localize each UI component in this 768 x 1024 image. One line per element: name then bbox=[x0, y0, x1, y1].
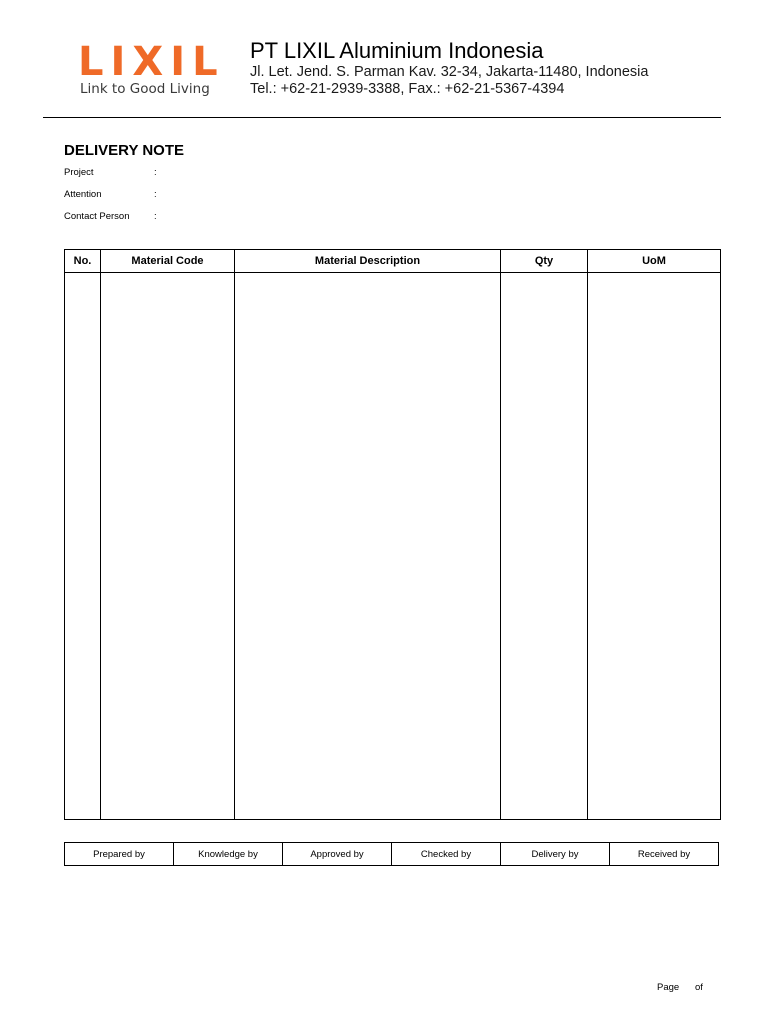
company-address: Jl. Let. Jend. S. Parman Kav. 32-34, Jakarta-11480, Indonesia bbox=[250, 64, 649, 80]
of-label: of bbox=[695, 982, 703, 993]
page-number-footer bbox=[657, 982, 703, 994]
logo-tagline: Link to Good Living bbox=[80, 81, 210, 97]
info-row-attention bbox=[64, 189, 157, 201]
info-separator: : bbox=[154, 167, 157, 178]
header-divider bbox=[43, 117, 721, 118]
info-row-contact-person bbox=[64, 211, 157, 223]
cell-uom bbox=[588, 273, 721, 820]
info-label: Project bbox=[64, 167, 94, 178]
company-name: PT LIXIL Aluminium Indonesia bbox=[250, 38, 544, 63]
column-header-material-description: Material Description bbox=[235, 250, 501, 273]
table-header-row bbox=[65, 250, 721, 273]
info-label: Contact Person bbox=[64, 211, 130, 222]
signature-row bbox=[65, 843, 719, 866]
company-logo bbox=[78, 39, 225, 98]
column-header-material-code: Material Code bbox=[101, 250, 235, 273]
signature-delivery-by: Delivery by bbox=[501, 843, 610, 866]
document-title: DELIVERY NOTE bbox=[64, 142, 185, 159]
company-header bbox=[250, 38, 648, 98]
items-table bbox=[64, 249, 721, 820]
signature-received-by: Received by bbox=[610, 843, 719, 866]
cell-qty bbox=[501, 273, 588, 820]
column-header-no: No. bbox=[65, 250, 101, 273]
info-row-project bbox=[64, 167, 157, 179]
signature-checked-by: Checked by bbox=[392, 843, 501, 866]
signature-prepared-by: Prepared by bbox=[65, 843, 174, 866]
signature-table bbox=[64, 842, 719, 866]
info-label: Attention bbox=[64, 189, 102, 200]
cell-material-code bbox=[101, 273, 235, 820]
signature-approved-by: Approved by bbox=[283, 843, 392, 866]
logo-wordmark: LIXIL bbox=[78, 39, 225, 85]
table-body-row bbox=[65, 273, 721, 820]
column-header-uom: UoM bbox=[588, 250, 721, 273]
signature-knowledge-by: Knowledge by bbox=[174, 843, 283, 866]
info-separator: : bbox=[154, 189, 157, 200]
company-contact: Tel.: +62-21-2939-3388, Fax.: +62-21-5367-4394 bbox=[250, 81, 565, 97]
page-label: Page bbox=[657, 982, 680, 993]
info-separator: : bbox=[154, 211, 157, 222]
column-header-qty: Qty bbox=[501, 250, 588, 273]
cell-no bbox=[65, 273, 101, 820]
cell-material-description bbox=[235, 273, 501, 820]
